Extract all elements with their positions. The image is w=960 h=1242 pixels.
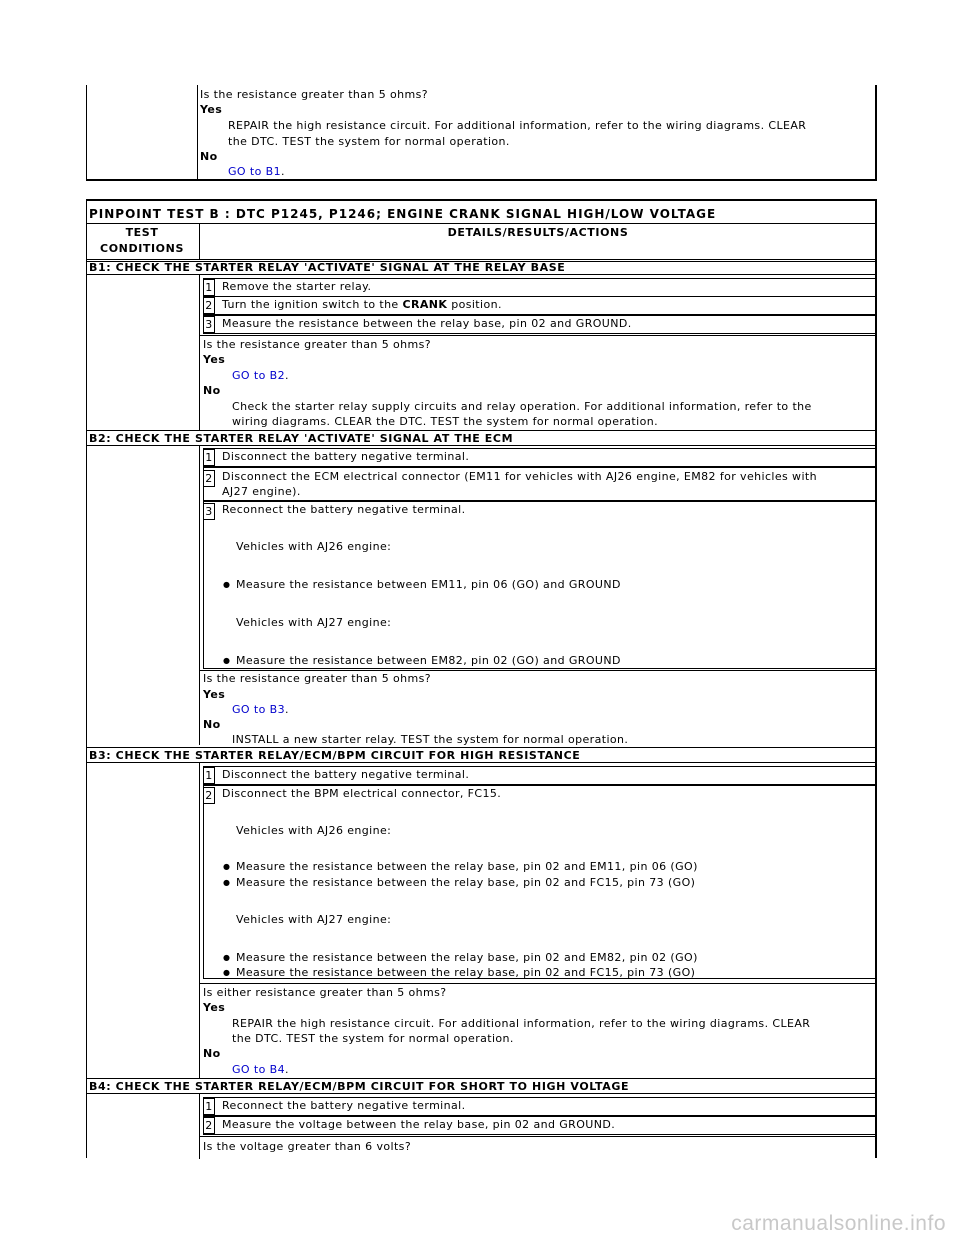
- step-text: Disconnect the BPM electrical connector, FC15.: [222, 787, 502, 800]
- step-number: 2: [203, 470, 215, 487]
- question-text: Is the resistance greater than 5 ohms?: [200, 88, 428, 101]
- bullet-item: ● Measure the resistance between the relay base, pin 02 and EM11, pin 06 (GO): [236, 860, 698, 873]
- step-number: 3: [203, 503, 215, 520]
- test-title: PINPOINT TEST B : DTC P1245, P1246; ENGINE CRANK SIGNAL HIGH/LOW VOLTAGE: [89, 207, 717, 221]
- b1-step-3: [203, 315, 876, 334]
- b2-yes-label: Yes: [203, 688, 226, 701]
- no-label: No: [200, 150, 218, 163]
- aj26-label: Vehicles with AJ26 engine:: [236, 540, 392, 553]
- b1-yes-label: Yes: [203, 353, 226, 366]
- b3-step-1: [203, 766, 876, 785]
- divider: [200, 335, 875, 336]
- divider: [200, 983, 875, 984]
- col-details: DETAILS/RESULTS/ACTIONS: [447, 226, 629, 239]
- yes-label: Yes: [200, 103, 223, 116]
- b1-no-line-1: Check the starter relay supply circuits and relay operation. For additional information, refer to the: [232, 400, 812, 413]
- divider: [199, 274, 200, 431]
- divider: [87, 223, 875, 224]
- divider: [87, 1093, 875, 1094]
- bullet-item: ● Measure the resistance between the relay base, pin 02 and EM82, pin 02 (GO): [236, 951, 698, 964]
- period: .: [284, 1063, 289, 1076]
- step-text: Remove the starter relay.: [222, 280, 372, 293]
- col-test-conditions-line1: TEST: [125, 226, 159, 239]
- pinpoint-test-table: [86, 199, 877, 1158]
- col-test-conditions-line2: CONDITIONS: [100, 242, 184, 255]
- go-to-b1-link[interactable]: GO to B1: [228, 165, 281, 178]
- crank-position: CRANK: [402, 298, 448, 311]
- b2-no-text: INSTALL a new starter relay. TEST the system for normal operation.: [232, 733, 629, 746]
- b4-step-1: [203, 1097, 876, 1116]
- yes-action-line-1: REPAIR the high resistance circuit. For additional information, refer to the wiring diagrams. CLEAR: [228, 119, 807, 132]
- b3-yes-line-2: the DTC. TEST the system for normal operation.: [232, 1032, 514, 1045]
- divider: [87, 430, 875, 431]
- b3-heading: B3: CHECK THE STARTER RELAY/ECM/BPM CIRCUIT FOR HIGH RESISTANCE: [89, 749, 581, 762]
- b1-question: Is the resistance greater than 5 ohms?: [203, 338, 431, 351]
- step-text: Measure the voltage between the relay base, pin 02 and GROUND.: [222, 1118, 616, 1131]
- period: .: [280, 165, 285, 178]
- divider: [87, 1078, 875, 1079]
- b2-question: Is the resistance greater than 5 ohms?: [203, 672, 431, 685]
- step-number: 1: [203, 449, 215, 466]
- b3-step-2: [203, 785, 876, 979]
- go-to-b2-link[interactable]: GO to B2: [232, 369, 285, 382]
- b4-step-2: [203, 1116, 876, 1135]
- step-text: Measure the resistance between the relay base, pin 02 and GROUND.: [222, 317, 632, 330]
- watermark: carmanualsonline.info: [731, 1212, 946, 1235]
- b1-step-1: [203, 278, 876, 297]
- b3-no-label: No: [203, 1047, 221, 1060]
- aj27-label: Vehicles with AJ27 engine:: [236, 616, 392, 629]
- column-divider: [197, 85, 198, 179]
- step-text: Reconnect the battery negative terminal.: [222, 1099, 466, 1112]
- step-number: 1: [203, 1098, 215, 1115]
- divider: [199, 445, 200, 745]
- step-number: 1: [203, 767, 215, 784]
- b2-no-label: No: [203, 718, 221, 731]
- divider: [87, 259, 875, 260]
- step-number: 2: [203, 297, 215, 314]
- aj27-label: Vehicles with AJ27 engine:: [236, 913, 392, 926]
- step-number: 2: [203, 787, 215, 804]
- step-number: 1: [203, 279, 215, 296]
- b2-heading: B2: CHECK THE STARTER RELAY 'ACTIVATE' SIGNAL AT THE ECM: [89, 432, 514, 445]
- step-text: Turn the ignition switch to the: [222, 298, 403, 311]
- b4-question: Is the voltage greater than 6 volts?: [203, 1140, 412, 1153]
- step-text: Disconnect the battery negative terminal.: [222, 768, 470, 781]
- b2-step-1: [203, 448, 876, 467]
- divider: [199, 762, 200, 1079]
- divider: [87, 445, 875, 446]
- b2-step-3: [203, 501, 876, 669]
- go-to-b3-link[interactable]: GO to B3: [232, 703, 285, 716]
- step-text: Reconnect the battery negative terminal.: [222, 503, 466, 516]
- divider: [87, 274, 875, 275]
- b2-step-2: [203, 467, 876, 501]
- b1-step-2: [203, 296, 876, 315]
- period: .: [284, 703, 289, 716]
- b1-heading: B1: CHECK THE STARTER RELAY 'ACTIVATE' SIGNAL AT THE RELAY BASE: [89, 261, 566, 274]
- divider: [200, 1136, 875, 1137]
- yes-action-line-2: the DTC. TEST the system for normal operation.: [228, 135, 510, 148]
- bullet-item: ● Measure the resistance between the relay base, pin 02 and FC15, pin 73 (GO): [236, 966, 695, 979]
- b1-no-label: No: [203, 384, 221, 397]
- b3-yes-line-1: REPAIR the high resistance circuit. For additional information, refer to the wiring diagrams. CLEAR: [232, 1017, 811, 1030]
- b3-yes-label: Yes: [203, 1001, 226, 1014]
- b3-question: Is either resistance greater than 5 ohms?: [203, 986, 447, 999]
- step-text-line-2: AJ27 engine).: [222, 485, 301, 498]
- previous-test-fragment: [86, 85, 877, 181]
- bullet-item: ● Measure the resistance between EM82, pin 02 (GO) and GROUND: [236, 654, 621, 667]
- divider: [87, 747, 875, 748]
- step-text: Disconnect the battery negative terminal.: [222, 450, 470, 463]
- period: .: [284, 369, 289, 382]
- step-text-line-1: Disconnect the ECM electrical connector (EM11 for vehicles with AJ26 engine, EM82 for vehicles with: [222, 470, 817, 483]
- b1-no-line-2: wiring diagrams. CLEAR the DTC. TEST the system for normal operation.: [232, 415, 658, 428]
- divider: [199, 223, 200, 259]
- divider: [87, 762, 875, 763]
- b4-heading: B4: CHECK THE STARTER RELAY/ECM/BPM CIRCUIT FOR SHORT TO HIGH VOLTAGE: [89, 1080, 630, 1093]
- bullet-item: ● Measure the resistance between EM11, pin 06 (GO) and GROUND: [236, 578, 621, 591]
- step-text-end: position.: [447, 298, 502, 311]
- go-to-b4-link[interactable]: GO to B4: [232, 1063, 285, 1076]
- bullet-item: ● Measure the resistance between the relay base, pin 02 and FC15, pin 73 (GO): [236, 876, 695, 889]
- aj26-label: Vehicles with AJ26 engine:: [236, 824, 392, 837]
- divider: [200, 670, 875, 671]
- step-number: 3: [203, 316, 215, 333]
- step-number: 2: [203, 1117, 215, 1134]
- divider: [199, 1093, 200, 1159]
